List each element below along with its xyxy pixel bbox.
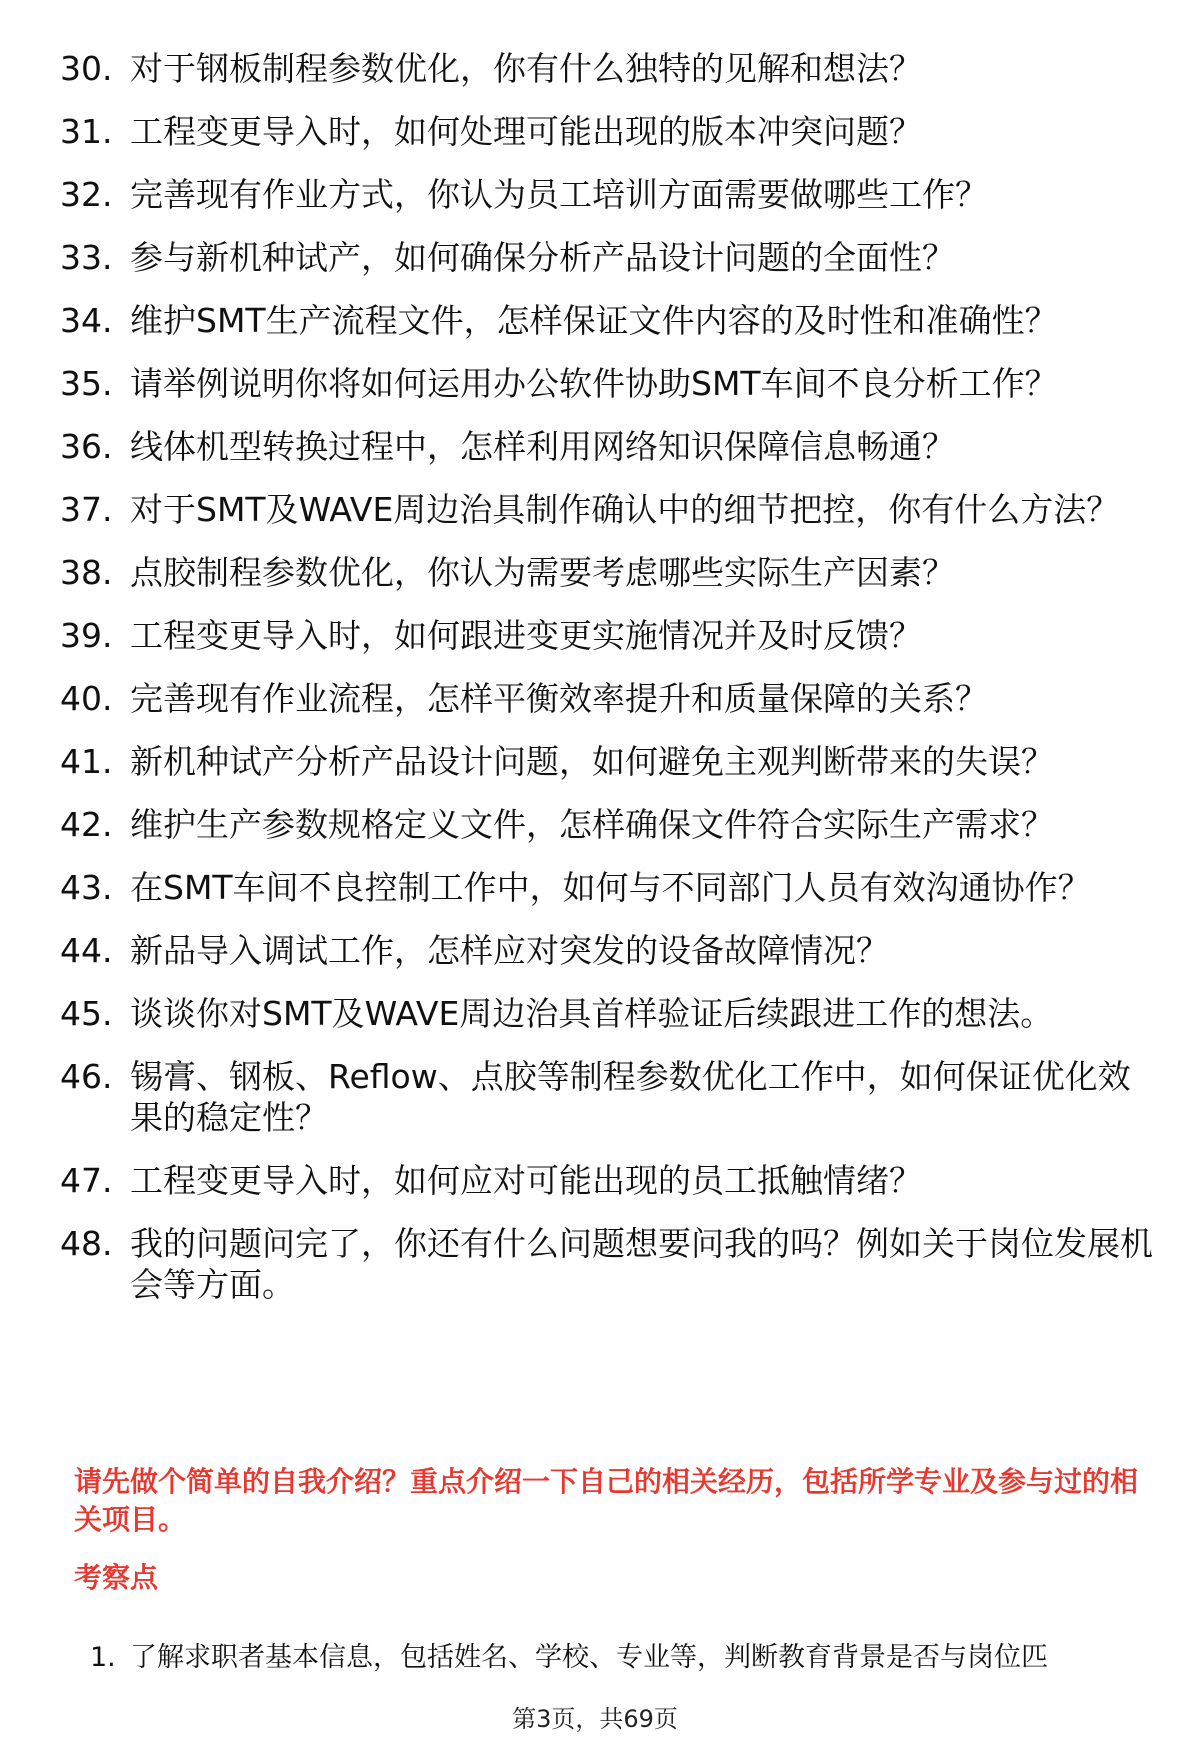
question-item bbox=[60, 1160, 1160, 1201]
point-number: 1. bbox=[90, 1642, 116, 1673]
question-item bbox=[60, 741, 1160, 782]
question-text: 维护SMT生产流程文件，怎样保证文件内容的及时性和准确性？ bbox=[130, 301, 1058, 340]
question-number: 35. bbox=[60, 364, 113, 403]
question-item bbox=[60, 552, 1160, 593]
question-item bbox=[60, 363, 1160, 404]
assessment-point-list bbox=[90, 1640, 1170, 1676]
question-text: 维护生产参数规格定义文件，怎样确保文件符合实际生产需求？ bbox=[130, 805, 1054, 844]
question-text: 锡膏、钢板、Reflow、点胶等制程参数优化工作中，如何保证优化效果的稳定性？ bbox=[130, 1057, 1131, 1137]
question-number: 48. bbox=[60, 1224, 113, 1263]
question-item bbox=[60, 867, 1160, 908]
question-item bbox=[60, 48, 1160, 89]
question-text: 完善现有作业方式，你认为员工培训方面需要做哪些工作？ bbox=[130, 175, 988, 214]
question-item bbox=[60, 804, 1160, 845]
question-item bbox=[60, 615, 1160, 656]
question-item bbox=[60, 678, 1160, 719]
question-text: 工程变更导入时，如何处理可能出现的版本冲突问题？ bbox=[130, 112, 922, 151]
question-text: 谈谈你对SMT及WAVE周边治具首样验证后续跟进工作的想法。 bbox=[130, 994, 1054, 1033]
question-number: 38. bbox=[60, 553, 113, 592]
question-item bbox=[60, 1223, 1160, 1305]
question-text: 线体机型转换过程中，怎样利用网络知识保障信息畅通？ bbox=[130, 427, 955, 466]
question-text: 我的问题问完了，你还有什么问题想要问我的吗？例如关于岗位发展机会等方面。 bbox=[130, 1224, 1153, 1304]
question-text: 新机种试产分析产品设计问题，如何避免主观判断带来的失误？ bbox=[130, 742, 1054, 781]
question-number: 47. bbox=[60, 1161, 113, 1200]
question-number: 45. bbox=[60, 994, 113, 1033]
question-text: 参与新机种试产，如何确保分析产品设计问题的全面性？ bbox=[130, 238, 955, 277]
section-subtitle: 考察点 bbox=[74, 1561, 159, 1594]
question-text: 对于钢板制程参数优化，你有什么独特的见解和想法？ bbox=[130, 49, 922, 88]
question-item bbox=[60, 300, 1160, 341]
point-text: 了解求职者基本信息，包括姓名、学校、专业等，判断教育背景是否与岗位匹 bbox=[130, 1642, 1048, 1673]
question-number: 42. bbox=[60, 805, 113, 844]
assessment-point-item bbox=[90, 1640, 1170, 1676]
question-text: 在SMT车间不良控制工作中，如何与不同部门人员有效沟通协作？ bbox=[130, 868, 1091, 907]
question-item bbox=[60, 111, 1160, 152]
question-number: 31. bbox=[60, 112, 113, 151]
question-text: 点胶制程参数优化，你认为需要考虑哪些实际生产因素？ bbox=[130, 553, 955, 592]
question-text: 工程变更导入时，如何跟进变更实施情况并及时反馈？ bbox=[130, 616, 922, 655]
question-number: 39. bbox=[60, 616, 113, 655]
question-item bbox=[60, 237, 1160, 278]
question-number: 34. bbox=[60, 301, 113, 340]
question-number: 36. bbox=[60, 427, 113, 466]
question-number: 46. bbox=[60, 1057, 113, 1096]
section-title: 请先做个简单的自我介绍？重点介绍一下自己的相关经历，包括所学专业及参与过的相关项目。 bbox=[74, 1465, 1139, 1536]
question-item bbox=[60, 930, 1160, 971]
question-number: 43. bbox=[60, 868, 113, 907]
question-text: 工程变更导入时，如何应对可能出现的员工抵触情绪？ bbox=[130, 1161, 922, 1200]
question-number: 40. bbox=[60, 679, 113, 718]
question-number: 44. bbox=[60, 931, 113, 970]
question-text: 新品导入调试工作，怎样应对突发的设备故障情况？ bbox=[130, 931, 889, 970]
question-item bbox=[60, 1056, 1160, 1138]
question-list bbox=[60, 48, 1160, 1327]
page-number: 第3页，共69页 bbox=[512, 1705, 678, 1733]
question-text: 完善现有作业流程，怎样平衡效率提升和质量保障的关系？ bbox=[130, 679, 988, 718]
question-text: 对于SMT及WAVE周边治具制作确认中的细节把控，你有什么方法？ bbox=[130, 490, 1120, 529]
question-number: 41. bbox=[60, 742, 113, 781]
question-number: 30. bbox=[60, 49, 113, 88]
question-item bbox=[60, 426, 1160, 467]
question-number: 37. bbox=[60, 490, 113, 529]
question-item bbox=[60, 174, 1160, 215]
question-item bbox=[60, 489, 1160, 530]
question-number: 33. bbox=[60, 238, 113, 277]
question-text: 请举例说明你将如何运用办公软件协助SMT车间不良分析工作？ bbox=[130, 364, 1058, 403]
question-item bbox=[60, 993, 1160, 1034]
question-number: 32. bbox=[60, 175, 113, 214]
